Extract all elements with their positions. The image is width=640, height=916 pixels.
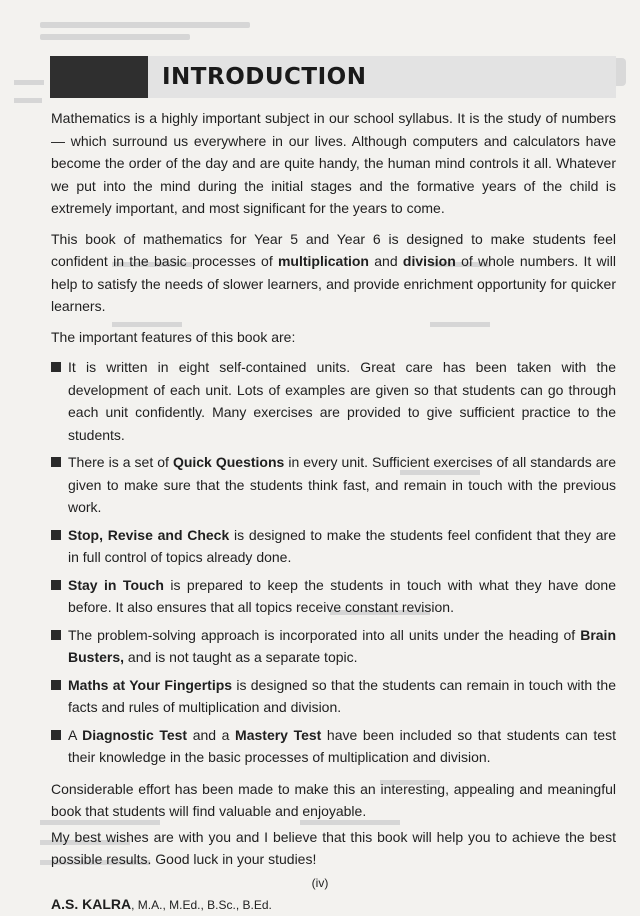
bullet-bold-term: Stay in Touch xyxy=(68,577,164,593)
feature-bullet-4 xyxy=(51,574,616,619)
paragraph-closing-2: My best wishes are with you and I believe that this book will help you to achieve the best possible results. Good luck in your studies! xyxy=(51,826,616,871)
feature-bullet-1 xyxy=(51,356,616,446)
bullet-text: is prepared to keep the students in touch with what they have done before. It also ensures that all topics receive constant revision. xyxy=(68,577,616,616)
bullet-square-icon xyxy=(51,530,61,540)
bullet-square-icon xyxy=(51,580,61,590)
page-title: INTRODUCTION xyxy=(148,64,366,90)
feature-bullet-7 xyxy=(51,724,616,769)
bullet-square-icon xyxy=(51,457,61,467)
feature-bullet-5 xyxy=(51,624,616,669)
banner-dark-block xyxy=(50,56,148,98)
bullet-text: and a xyxy=(187,727,235,743)
bullet-bold-term: Maths at Your Fingertips xyxy=(68,677,232,693)
bullet-text: have been included so that students can test their knowledge in the basic processes of multiplication and division. xyxy=(68,727,616,766)
bullet-text: A xyxy=(68,727,82,743)
bullet-square-icon xyxy=(51,730,61,740)
feature-bullet-3 xyxy=(51,524,616,569)
bullet-square-icon xyxy=(51,680,61,690)
feature-bullet-2 xyxy=(51,451,616,519)
bullet-bold-term: Diagnostic Test xyxy=(82,727,187,743)
feature-bullet-6 xyxy=(51,674,616,719)
features-intro: The important features of this book are: xyxy=(51,326,616,349)
bullet-text: There is a set of xyxy=(68,454,173,470)
bold-multiplication: multiplication xyxy=(278,253,369,269)
bullet-bold-term: Quick Questions xyxy=(173,454,284,470)
paragraph-2 xyxy=(51,228,616,318)
bullet-text: It is written in eight self-contained units. Great care has been taken with the development of each unit. Lots of examples are given so that students can go through each unit confidently. Many exercises are provided to give sufficient practice to the students. xyxy=(68,359,616,443)
bold-division: division xyxy=(403,253,456,269)
author-name: A.S. KALRA xyxy=(51,896,131,912)
bullet-square-icon xyxy=(51,630,61,640)
heading-banner xyxy=(50,56,616,98)
paragraph-closing-1: Considerable effort has been made to make this an interesting, appealing and meaningful book that students will find valuable and enjoyable. xyxy=(51,778,616,823)
bullet-text: in every unit. Sufficient exercises of all standards are given to make sure that the students think fast, and remain in touch with the previous work. xyxy=(68,454,616,515)
bullet-square-icon xyxy=(51,362,61,372)
bullet-text: is designed to make the students feel confident that they are in full control of topics already done. xyxy=(68,527,616,566)
bullet-bold-term: Brain Busters, xyxy=(68,627,616,666)
bullet-text: and is not taught as a separate topic. xyxy=(124,649,358,665)
paragraph-2-text: and xyxy=(369,253,403,269)
bullet-bold-term: Mastery Test xyxy=(235,727,321,743)
author-qualifications: , M.A., M.Ed., B.Sc., B.Ed. xyxy=(131,898,272,912)
bullet-bold-term: Stop, Revise and Check xyxy=(68,527,229,543)
paragraph-2-text: This book of mathematics for Year 5 and Year 6 is designed to make students feel confident in the basic processes of xyxy=(51,231,616,270)
paragraph-1: Mathematics is a highly important subject in our school syllabus. It is the study of numbers— which surround us everywhere in our lives. Although computers and calculators have become the order of the day and are quite handy, the human mind controls it all. Whatever we put into the mind during the initial stages and the formative years of the child is extremely important, and most significant for the years to come. xyxy=(51,107,616,220)
bullet-text: The problem-solving approach is incorporated into all units under the heading of xyxy=(68,627,580,643)
page-number: (iv) xyxy=(0,876,640,890)
author-signature xyxy=(51,893,616,916)
bullet-text: is designed so that the students can remain in touch with the facts and rules of multiplication and division. xyxy=(68,677,616,716)
introduction-body xyxy=(51,107,616,916)
paragraph-2-text: of whole numbers. It will help to satisfy the needs of slower learners, and provide enrichment opportunity for quicker learners. xyxy=(51,253,616,314)
